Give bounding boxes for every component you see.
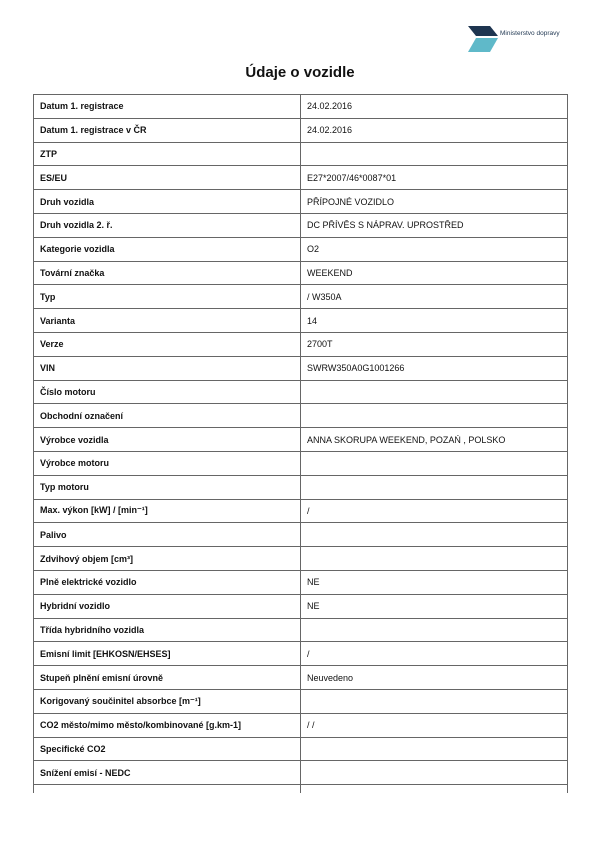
- row-label-empty: [34, 785, 301, 793]
- row-label: Verze: [34, 333, 301, 356]
- row-value: [301, 619, 567, 642]
- table-row: [34, 95, 567, 119]
- row-value: 24.02.2016: [307, 101, 353, 112]
- row-value: [301, 143, 567, 166]
- table-row: [34, 214, 567, 238]
- table-row: [34, 642, 567, 666]
- row-value: WEEKEND: [307, 267, 353, 278]
- table-row: [34, 285, 567, 309]
- row-value: NE: [307, 601, 320, 612]
- row-value: NE: [307, 577, 320, 588]
- row-label: VIN: [34, 357, 301, 380]
- row-value: 14: [307, 315, 318, 326]
- row-value: [301, 690, 567, 713]
- page-title: Údaje o vozidle: [245, 64, 355, 81]
- row-label: Max. výkon [kW] / [min⁻¹]: [34, 500, 301, 523]
- table-row: [34, 523, 567, 547]
- row-label: Druh vozidla 2. ř.: [34, 214, 301, 237]
- row-value: [301, 738, 567, 761]
- row-label: Varianta: [34, 309, 301, 332]
- row-value: [301, 547, 567, 570]
- row-value: / /: [307, 720, 315, 731]
- row-value: SWRW350A0G1001266: [307, 363, 405, 374]
- table-row: [34, 738, 567, 762]
- row-label: Stupeň plnění emisní úrovně: [34, 666, 301, 689]
- row-label: Specifické CO2: [34, 738, 301, 761]
- table-row: [34, 166, 567, 190]
- table-row: [34, 143, 567, 167]
- table-row: [34, 619, 567, 643]
- vehicle-data-table: [33, 94, 568, 793]
- row-value: /: [307, 648, 310, 659]
- table-row: [34, 238, 567, 262]
- row-label: Výrobce motoru: [34, 452, 301, 475]
- row-label: CO2 město/mimo město/kombinované [g.km-1]: [34, 714, 301, 737]
- table-row: [34, 309, 567, 333]
- row-value: [301, 523, 567, 546]
- table-row: [34, 428, 567, 452]
- row-label: Typ: [34, 285, 301, 308]
- row-label: Zdvihový objem [cm³]: [34, 547, 301, 570]
- row-value: E27*2007/46*0087*01: [307, 172, 397, 183]
- table-row: [34, 571, 567, 595]
- row-value: PŘÍPOJNÉ VOZIDLO: [307, 196, 395, 207]
- row-value: [301, 404, 567, 427]
- table-row: [34, 476, 567, 500]
- row-label: Datum 1. registrace v ČR: [34, 119, 301, 142]
- table-row: [34, 190, 567, 214]
- row-label: Typ motoru: [34, 476, 301, 499]
- row-label: Druh vozidla: [34, 190, 301, 213]
- row-value: ANNA SKORUPA WEEKEND, POZAŃ , POLSKO: [307, 434, 506, 445]
- ministry-logo-icon: [468, 24, 508, 54]
- row-value: [301, 476, 567, 499]
- row-label: Tovární značka: [34, 262, 301, 285]
- row-value: O2: [307, 244, 320, 255]
- row-value-empty: [301, 785, 567, 793]
- row-label: Výrobce vozidla: [34, 428, 301, 451]
- row-value: 2700T: [307, 339, 333, 350]
- table-row: [34, 404, 567, 428]
- row-label: Emisní limit [EHKOSN/EHSES]: [34, 642, 301, 665]
- table-row: [34, 666, 567, 690]
- row-value: [301, 452, 567, 475]
- row-label: Obchodní označení: [34, 404, 301, 427]
- ministry-logo-text: Ministerstvo dopravy: [500, 30, 560, 37]
- table-row: [34, 690, 567, 714]
- row-value: /: [307, 505, 310, 516]
- table-continuation: [34, 785, 567, 793]
- row-label: Palivo: [34, 523, 301, 546]
- row-value: Neuvedeno: [307, 672, 354, 683]
- table-row: [34, 714, 567, 738]
- row-label: Snížení emisí - NEDC: [34, 761, 301, 784]
- table-row: [34, 452, 567, 476]
- row-label: Hybridní vozidlo: [34, 595, 301, 618]
- table-row: [34, 500, 567, 524]
- row-label: Kategorie vozidla: [34, 238, 301, 261]
- row-label: Plně elektrické vozidlo: [34, 571, 301, 594]
- row-label: Datum 1. registrace: [34, 95, 301, 118]
- row-value: / W350A: [307, 291, 342, 302]
- row-value: [301, 381, 567, 404]
- row-label: Třída hybridního vozidla: [34, 619, 301, 642]
- table-row: [34, 119, 567, 143]
- row-label: Číslo motoru: [34, 381, 301, 404]
- row-value: 24.02.2016: [307, 125, 353, 136]
- table-row: [34, 262, 567, 286]
- table-row: [34, 333, 567, 357]
- row-label: ES/EU: [34, 166, 301, 189]
- row-value: [301, 761, 567, 784]
- table-row: [34, 381, 567, 405]
- table-row: [34, 357, 567, 381]
- row-value: DC PŘÍVĚS S NÁPRAV. UPROSTŘED: [307, 220, 464, 231]
- table-row: [34, 547, 567, 571]
- row-label: Korigovaný součinitel absorbce [m⁻¹]: [34, 690, 301, 713]
- table-row: [34, 595, 567, 619]
- row-label: ZTP: [34, 143, 301, 166]
- table-row: [34, 761, 567, 785]
